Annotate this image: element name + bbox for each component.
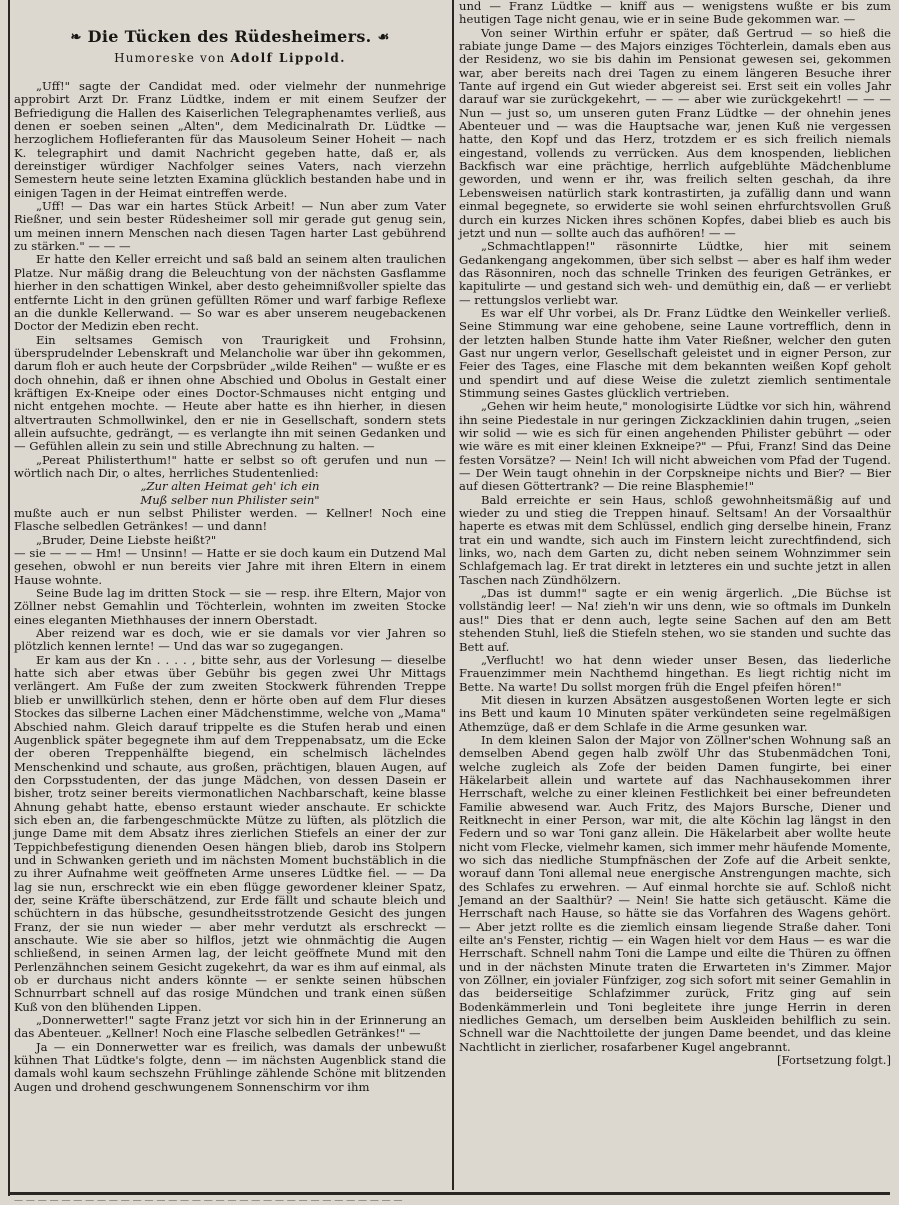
paragraph: — sie — — — Hm! — Unsinn! — Hatte er sie doch kaum ein Dutzend Mal gesehen, obwohl er nun bereits vier Jahre mit ihren Eltern in einem Hause wohnte. xyxy=(14,546,446,587)
ornament-left-icon: ❧ xyxy=(70,30,82,45)
article-title: Die Tücken des Rüdesheimers. xyxy=(87,27,372,46)
paragraph: Er hatte den Keller erreicht und saß bald an seinem alten traulichen Platze. Nur mäßig drang die Beleuchtung von der nächsten Gasflamme hierher in den schattigen Winkel, aber desto geheimnißvoller spielte das entfernte Licht in den grünen gefüllten Römer und warf farbige Reflexe an die dunkle Kellerwand. — So war es aber unserem neugebackenen Doctor der Medizin eben recht. xyxy=(14,252,446,334)
paragraph: „Uff! — Das war ein hartes Stück Arbeit! — Nun aber zum Vater Rießner, und sein bester Rüdesheimer soll mir gerade gut genug sein, um meinen innern Menschen nach diesen Tagen harter Last gebührend zu stärken." — — — xyxy=(14,199,446,254)
verse-line: Muß selber nun Philister sein" xyxy=(140,492,320,507)
article-subtitle xyxy=(14,50,446,66)
paragraph: Ja — ein Donnerwetter war es freilich, was damals der unbewußt kühnen That Lüdtke's folgte, denn — im nächsten Augenblick stand die damals wohl kaum sechszehn Frühlinge zählende Schöne mit blitzenden Augen und drohend geschwungenem Sonnenschirm vor ihm xyxy=(14,1039,446,1094)
paragraph: „Das ist dumm!" sagte er ein wenig ärgerlich. „Die Büchse ist vollständig leer! — Na! zieh'n wir uns denn, wie so oftmals im Dunkeln aus!" Dies that er denn auch, legte seine Sachen auf den am Bett stehenden Stuhl, ließ die Stiefeln stehen, wo sie standen und suchte das Bett auf. xyxy=(459,586,891,654)
paragraph: Bald erreichte er sein Haus, schloß gewohnheitsmäßig auf und wieder zu und stieg die Treppen hinauf. Seltsam! An der Vorsaalthür haperte es etwas mit dem Schlüssel, endlich ging derselbe hinein, Franz trat ein und wandte, sich auch im Finstern leicht zurechtfindend, sich links, wo, nach dem Garten zu, dicht neben seinem Wohnzimmer sein Schlafgemach lag. Er trat direkt in letzteres ein und suchte jetzt in allen Taschen nach Zündhölzern. xyxy=(459,492,891,587)
paragraph: „Pereat Philisterthum!" hatte er selbst so oft gerufen und nun — wörtlich nach Dir, o altes, herrliches Studentenlied: xyxy=(14,452,446,480)
paragraph: mußte auch er nun selbst Philister werden. — Kellner! Noch eine Flasche selbedlen Getränkes! — und dann! xyxy=(14,506,446,534)
column-divider-rule xyxy=(452,0,454,1190)
left-column xyxy=(14,0,446,1094)
paragraph: Seine Bude lag im dritten Stock — sie — resp. ihre Eltern, Major von Zöllner nebst Gemahlin und Töchterlein, wohnten im zweiten Stocke eines eleganten Miethhauses der innern Oberstadt. xyxy=(14,586,446,627)
ornament-right-icon: ☙ xyxy=(377,30,390,45)
bottom-border-rule xyxy=(10,1192,890,1195)
paragraph: und — Franz Lüdtke — kniff aus — wenigstens wußte er bis zum heutigen Tage nicht genau, wie er in seine Bude gekommen war. — xyxy=(459,0,891,27)
paragraph: Es war elf Uhr vorbei, als Dr. Franz Lüdtke den Weinkeller verließ. Seine Stimmung war eine gehobene, seine Laune vortrefflich, denn in der letzten halben Stunde hatte ihm Vater Rießner, welcher den guten Gast nur ungern verlor, Gesellschaft geleistet und in eigner Person, zur Feier des Tages, eine Flasche mit dem bekannten weißen Kopf geholt und spendirt und auf diese Weise die zuletzt ziemlich sentimentale Stimmung seines Gastes glücklich vertrieben. xyxy=(459,305,891,400)
article-header xyxy=(14,27,446,66)
article-title-row xyxy=(64,27,395,48)
paragraph: „Verflucht! wo hat denn wieder unser Besen, das liederliche Frauenzimmer mein Nachthemd hingethan. Es liegt richtig nicht im Bette. Na warte! Du sollst morgen früh die Engel pfeifen hören!" xyxy=(459,652,891,694)
paragraph: Aber reizend war es doch, wie er sie damals vor vier Jahren so plötzlich kennen lernte! — Und das war so zugegangen. xyxy=(14,626,446,654)
cut-off-next-article: — — — — — — — — — — — — — — — — — — — — — — — — — — — — — — — — — xyxy=(14,1197,403,1205)
paragraph: „Uff!" sagte der Candidat med. oder vielmehr der nunmehrige approbirt Arzt Dr. Franz Lüdtke, indem er mit einem Seufzer der Befriedigung die Hallen des Kaiserlichen Telegraphenamtes verließ, aus denen er soeben seinen „Alten", dem Medicinalrath Dr. Lüdtke — herzoglichem Hoflieferanten für das Mausoleum Seiner Hoheit — nach K. telegraphirt und damit Nachricht gegeben hatte, daß er, als dereinstiger würdiger Nachfolger seines Vaters, nach vierzehn Semestern heute seine letzten Examina glücklich bestanden habe und in einigen Tagen in der Heimat eintreffen werde. xyxy=(14,79,446,200)
paragraph: „Bruder, Deine Liebste heißt?" xyxy=(36,532,217,547)
subtitle-prefix: Humoreske von xyxy=(114,51,226,65)
article-author: Adolf Lippold. xyxy=(230,51,346,65)
paragraph: „Schmachtlappen!" räsonnirte Lüdtke, hier mit seinem Gedankengang angekommen, über sich selbst — aber es half ihm weder das Räsonniren, noch das schnelle Trinken des feurigen Getränkes, er kapitulirte — und gestand sich weh- und demüthig ein, daß — er verliebt — rettungslos verliebt war. xyxy=(459,239,891,307)
continuation-note: [Fortsetzung folgt.] xyxy=(776,1053,891,1068)
left-border-rule xyxy=(8,0,10,1196)
verse-line: „Zur alten Heimat geh' ich ein xyxy=(140,479,320,494)
paragraph: Mit diesen in kurzen Absätzen ausgestoßenen Worten legte er sich ins Bett und kaum 10 Minuten später verkündeten seine regelmäßigen Athemzüge, daß er dem Schlafe in die Arme gesunken war. xyxy=(459,692,891,734)
paragraph: „Donnerwetter!" sagte Franz jetzt vor sich hin in der Erinnerung an das Abenteuer. „Kellner! Noch eine Flasche selbedlen Getränkes!" — xyxy=(14,1013,446,1041)
paragraph: Er kam aus der Kn . . . . , bitte sehr, aus der Vorlesung — dieselbe hatte sich aber etwas über Gebühr bis gegen zwei Uhr Mittags verlängert. Am Fuße der zum zweiten Stockwerk führenden Treppe blieb er unwillkürlich stehen, denn er hörte oben auf dem Flur dieses Stockes das silberne Lachen einer Mädchenstimme, welche von „Mama" Abschied nahm. Gleich darauf trippelte es die Stufen herab und einen Augenblick später begegnete ihm auf dem Treppenabsatz, um die Ecke der oberen Treppenhälfte biegend, ein schelmisch lächelndes Menschenkind und schaute, aus großen, prächtigen, blauen Augen, auf den Corpsstudenten, der das junge Mädchen, von dessen Dasein er bisher, trotz seiner bereits viermonatlichen Nachbarschaft, keine blasse Ahnung gehabt hatte, ebenso erstaunt wieder anschaute. Er schickte sich eben an, die farbengeschmückte Mütze zu lüften, als plötzlich die junge Dame mit dem Absatz ihres zierlichen Stiefels an einer der zur Teppichbefestigung dienenden Oesen hängen blieb, darob ins Stolpern und in Schwanken gerieth und im nächsten Moment buchstäblich in die zu ihrer Aufnahme weit geöffneten Arme unseres Lüdtke fiel. — — Da lag sie nun, erschreckt wie ein eben flügge gewordener kleiner Spatz, der, seine Kräfte überschätzend, zur Erde fällt und schaute bleich und schüchtern in das hübsche, gesundheitsstrotzende Gesicht des jungen Franz, der sie nun wieder — aber mehr verdutzt als erschreckt — anschaute. Wie sie aber so hilflos, jetzt wie ohnmächtig die Augen schließend, in seinen Armen lag, der leicht geöffnete Mund mit den Perlenzähnchen seinem Gesicht zugekehrt, da war es ihm auf einmal, als ob er durchaus nicht anders könnte — er senkte seinen hübschen Schnurrbart schnell auf das rosige Mündchen und trank einen süßen Kuß von den blühenden Lippen. xyxy=(14,652,446,1014)
paragraph: Von seiner Wirthin erfuhr er später, daß Gertrud — so hieß die rabiate junge Dame — des Majors einziges Töchterlein, damals eben aus der Residenz, wo sie bis dahin im Pensionat gewesen sei, gekommen war, aber bereits nach drei Tagen zu einem längeren Besuche ihrer Tante auf irgend ein Gut wieder abgereist sei. Erst seit ein volles Jahr darauf war sie zurückgekehrt, — — — aber wie zurückgekehrt! — — — Nun — just so, um unseren guten Franz Lüdtke — der ohnehin jenes Abenteuer und — was die Hauptsache war, jenen Kuß nie vergessen hatte, den Kopf und das Herz, trotzdem er es sich freilich niemals eingestand, vollends zu verrücken. Aus dem knospenden, lieblichen Backfisch war eine prächtige, herrlich aufgeblühte Mädchenblume geworden, und wenn er ihr, was freilich selten geschah, da ihre Lebensweisen natürlich stark kontrastirten, ja zufällig dann und wann einmal begegnete, so erwiderte sie wohl seinen ehrfurchtsvollen Gruß durch ein kurzes Nicken ihres schönen Kopfes, dabei blieb es auch bis jetzt und nun — sollte auch das aufhören! — — xyxy=(459,25,891,240)
paragraph: In dem kleinen Salon der Major von Zöllner'schen Wohnung saß an demselben Abend gegen halb zwölf Uhr das Stubenmädchen Toni, welche zugleich als Zofe der beiden Damen fungirte, bei einer Häkelarbeit allein und wartete auf das Nachhausekommen ihrer Herrschaft, welche zu einer kleinen Festlichkeit bei einer befreundeten Familie abwesend war. Auch Fritz, des Majors Bursche, Diener und Reitknecht in einer Person, war mit, die alte Köchin lag längst in den Federn und so war Toni ganz allein. Die Häkelarbeit aber wollte heute nicht vom Flecke, vielmehr kamen, sich immer mehr häufende Momente, wo sich das niedliche Stumpfnäschen der Zofe auf die Arbeit senkte, worauf dann Toni allemal neue energische Anstrengungen machte, sich des Schlafes zu erwehren. — Auf einmal horchte sie auf. Schloß nicht Jemand an der Saalthür? — Nein! Sie hatte sich getäuscht. Käme die Herrschaft nach Hause, so hätte sie das Vorfahren des Wagens gehört. — Aber jetzt rollte es die ziemlich einsam liegende Straße daher. Toni eilte an's Fenster, richtig — ein Wagen hielt vor dem Haus — es war die Herrschaft. Schnell nahm Toni die Lampe und eilte die Thüren zu öffnen und in der nächsten Minute traten die Erwarteten in's Zimmer. Major von Zöllner, ein jovialer Fünfziger, zog sich sofort mit seiner Gemahlin in das beiderseitige Schlafzimmer zurück, Fritz ging auf sein Bodenkämmerlein und Toni begleitete ihre junge Herrin in deren niedliches Gemach, um derselben beim Auskleiden behilflich zu sein. Schnell war die Nachttoilette der jungen Dame beendet, und das kleine Nachtlicht in zierlicher, rosafarbener Kugel angebrannt. xyxy=(459,732,891,1054)
paragraph: „Gehen wir heim heute," monologisirte Lüdtke vor sich hin, während ihn seine Piedestale in nur geringen Zickzacklinien dahin trugen, „seien wir solid — wie es sich für einen angehenden Philister gebührt — oder wie wäre es mit einer kleinen Exkneipe?" — Pfui, Franz! Sind das Deine festen Vorsätze? — Nein! Ich will nicht abweichen vom Pfad der Tugend. — Der Wein taugt ohnehin in der Corpskneipe nichts und Bier? — Bier auf diesen Göttertrank? — Die reine Blasphemie!" xyxy=(459,399,891,494)
paragraph: Ein seltsames Gemisch von Traurigkeit und Frohsinn, übersprudelnder Lebenskraft und Melancholie war über ihn gekommen, darum floh er auch heute der Corpsbrüder „wilde Reihen" — wußte er es doch ohnehin, daß er ihnen ohne Abschied und Obolus in Gestalt einer kräftigen Ex-Kneipe oder eines Doctor-Schmauses nicht entging und nicht entgehen mochte. — Heute aber hatte es ihn hierher, in diesen altvertrauten Schmollwinkel, den er nie in Gesellschaft, sondern stets allein aufsuchte, gedrängt, — es verlangte ihn mit seinen Gedanken und — Gefühlen allein zu sein und stille Abrechnung zu halten. — xyxy=(14,332,446,454)
right-column xyxy=(459,0,891,1068)
